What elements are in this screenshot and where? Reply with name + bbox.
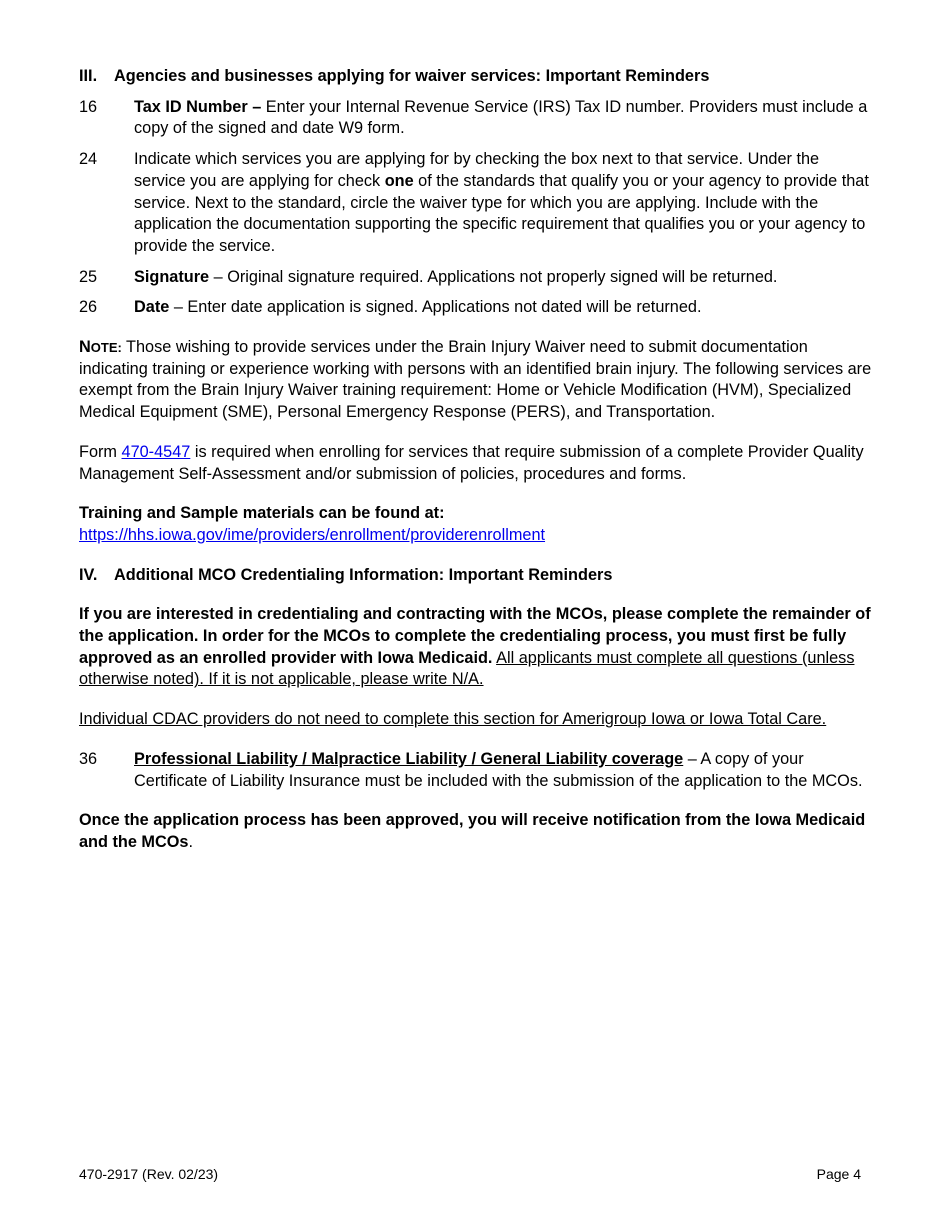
note-label-first: N [79,338,91,357]
page-footer [79,1166,861,1182]
item-body: – Enter date application is signed. Applications not dated will be returned. [169,298,702,317]
provider-enrollment-link[interactable]: https://hhs.iowa.gov/ime/providers/enrollment/providerenrollment [79,525,546,544]
training-paragraph [79,503,874,546]
training-heading: Training and Sample materials can be found at: [79,504,445,523]
item-body: Enter your Internal Revenue Service (IRS) Tax ID number. Providers must include a copy of the signed and date W9 form. [134,97,868,138]
item-number: 16 [79,97,98,116]
note-label-rest: OTE: [90,340,122,356]
note-text: Those wishing to provide services under the Brain Injury Waiver need to submit documentation indicating training or experience working with persons with an identified brain injury. The following services are exempt from the Brain Injury Waiver training requirement: Home or Vehicle Modification (HVM), Specialized Medical Equipment (SME), Personal Emergency Response (PERS), and Transportation. [79,338,872,422]
form-number: 470-2917 (Rev. 02/23) [79,1166,219,1182]
item-body: Indicate which services you are applying for by checking the box next to that service. Under the service you are applying for check [134,150,820,190]
note-label [79,338,122,356]
item-number: 36 [79,749,98,768]
item-text [134,267,874,289]
item-36 [79,749,874,792]
note-paragraph [79,337,874,424]
section-3-heading [79,66,874,88]
document-body [79,66,874,872]
section-4-heading [79,565,874,587]
item-25 [79,267,874,289]
item-text [134,297,874,319]
form-text-before: Form [79,442,122,461]
item-16 [79,97,874,140]
item-label: Tax ID Number – [134,97,262,116]
closing-bold-text: Once the application process has been approved, you will receive notification from the Iowa Medicaid and the MCOs [79,811,866,851]
section-3-title: Agencies and businesses applying for waiver services: Important Reminders [114,67,710,85]
item-number: 25 [79,267,98,286]
form-470-4547-link[interactable]: 470-4547 [121,442,191,461]
closing-paragraph [79,810,874,853]
form-paragraph [79,442,874,485]
section-4-number: IV. [79,565,98,584]
item-24 [79,149,874,258]
item-label: Professional Liability / Malpractice Liability / General Liability coverage [134,749,684,768]
closing-period: . [188,832,193,851]
mco-underlined-text: All applicants must complete all questions (unless otherwise noted). If it is not applicable, please write N/A. [79,648,855,689]
section-4-title: Additional MCO Credentialing Information: Important Reminders [114,565,613,584]
item-body: – Original signature required. Applications not properly signed will be returned. [209,267,778,286]
item-26 [79,297,874,319]
item-body: – A copy of your Certificate of Liability Insurance must be included with the submission of the application to the MCOs. [134,749,863,790]
item-number: 24 [79,150,98,169]
item-emphasis: one [384,171,414,190]
item-text [134,749,874,792]
mco-paragraph [79,604,874,691]
item-text [134,149,874,258]
item-label: Date [134,298,170,317]
item-label: Signature [134,267,210,286]
item-number: 26 [79,298,98,317]
page-number: Page 4 [816,1166,861,1182]
form-text-after: is required when enrolling for services that require submission of a complete Provider Quality Management Self-Assessment and/or submission of policies, procedures and forms. [79,442,864,483]
item-text [134,97,874,140]
mco-bold-text: If you are interested in credentialing and contracting with the MCOs, please complete the remainder of the application. In order for the MCOs to complete the credentialing process, you must first be fully approved as an enrolled provider with Iowa Medicaid. [79,605,871,667]
item-body: of the standards that qualify you or your agency to provide that service. Next to the standard, circle the waiver type for which you are applying. Include with the application the documentation supporting the specific requirement that qualifies you or your agency to provide the service. [134,171,869,255]
cdac-paragraph: Individual CDAC providers do not need to complete this section for Amerigroup Iowa or Iowa Total Care. [79,710,827,729]
section-3-number: III. [79,67,98,85]
